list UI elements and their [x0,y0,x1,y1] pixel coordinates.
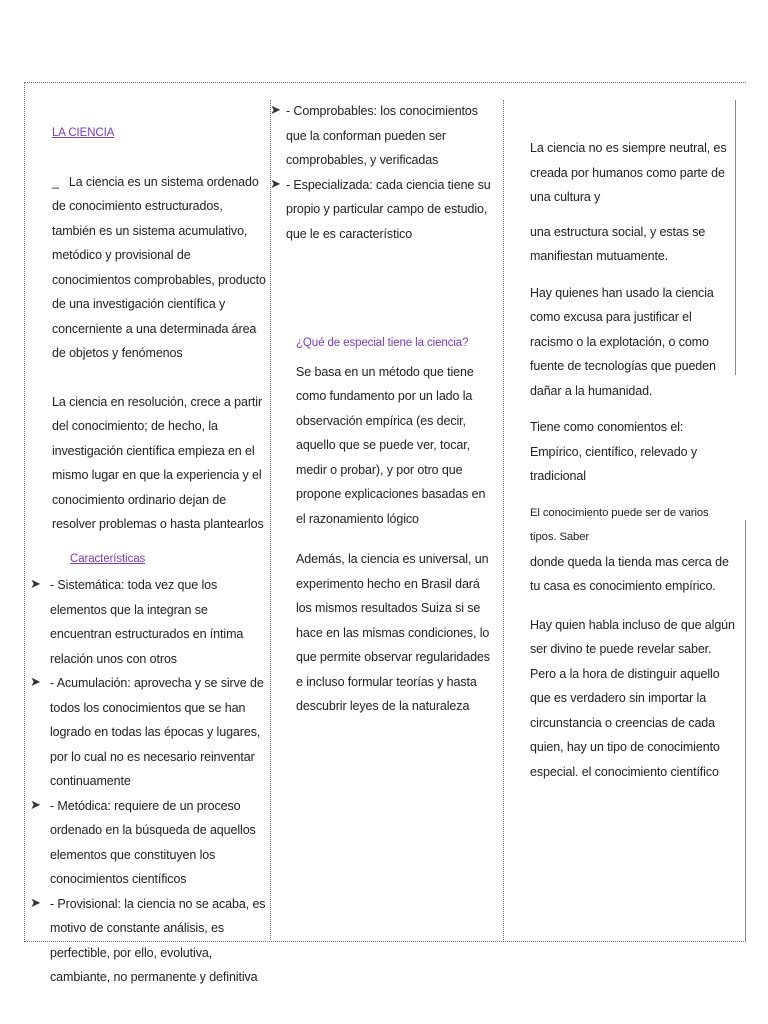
arrow-bullet-icon: ➤ [30,576,41,591]
neutral-paragraph-b: una estructura social, y estas se manifiestan mutuamente. [530,224,706,263]
intro-mark: _ [52,174,59,189]
list-item: ➤ - Sistemática: toda vez que los elementos que la integran se encuentran estructurados en íntima relación unos con otros [30,576,244,666]
section-title-la-ciencia[interactable]: LA CIENCIA [52,127,115,139]
empirical-paragraph-a: El conocimiento puede ser de varios tipos. Saber [530,506,709,543]
section-title-caracteristicas[interactable]: Características [70,552,146,565]
characteristics-list [22,573,268,990]
growth-paragraph: La ciencia en resolución, crece a partir del conocimiento; de hecho, la investigación científica empieza en el mismo lugar en que la experiencia y el conocimiento ordinario dejan de resolver problemas o hasta plantearlos [52,394,264,531]
revealed-paragraph: Hay quien habla incluso de que algún ser divino te puede revelar saber. Pero a la hora de distinguir aquello que es verdadero sin importar la circunstancia o creencias de cada quien, hay un tipo de conocimiento especial. el conocimiento científico [530,617,735,779]
page-edge-right-lower [745,520,746,942]
arrow-bullet-icon: ➤ [30,796,41,812]
column-right [530,136,736,784]
list-item: ➤ - Metódica: requiere de un proceso ordenado en la búsqueda de aquellos elementos que constituyen los conocimientos científicos [30,796,256,886]
arrow-bullet-icon: ➤ [270,102,281,117]
arrow-bullet-icon: ➤ [30,674,41,689]
list-item: ➤ - Acumulación: aprovecha y se sirve de todos los conocimientos que se han logrado en todas las épocas y lugares, por lo cual no es necesario reinventar continuamente [30,674,264,788]
section-title-que-de-especial: ¿Qué de especial tiene la ciencia? [296,337,469,349]
list-item: ➤ - Provisional: la ciencia no se acaba, es motivo de constante análisis, es perfectible, por ello, evolutiva, cambiante, no permanente y definitiva [30,894,266,984]
list-item: ➤ - Especializada: cada ciencia tiene su propio y particular campo de estudio, que le es característico [270,175,491,241]
list-item: ➤ - Comprobables: los conocimientos que la conforman pueden ser comprobables, y verificadas [270,102,478,167]
intro-paragraph: _ La ciencia es un sistema ordenado de conocimiento estructurados, también es un sistema acumulativo, metódico y provisional de conocimientos comprobables, producto de una investigación científica y concerniente a una determinada área de objetos y fenómenos [52,174,266,360]
fold-line-left [270,100,271,940]
fold-line-right [503,100,504,940]
universal-paragraph: Además, la ciencia es universal, un experimento hecho en Brasil dará los mismos resultados Suiza si se hace en las mismas condiciones, lo que permite observar regularidades e incluso formular teorías y hasta descubrir leyes de la naturaleza [296,552,490,713]
column-middle [272,99,494,719]
empirical-paragraph-b: donde queda la tienda mas cerca de tu casa es conocimiento empírico. [530,554,729,593]
characteristics-list-continued [272,99,494,246]
neutral-paragraph-a: La ciencia no es siempre neutral, es creada por humanos como parte de una cultura y [530,141,727,204]
knowledge-types-paragraph: Tiene como conomientos el: Empírico, científico, relevado y tradicional [530,420,698,483]
misuse-paragraph: Hay quienes han usado la ciencia como excusa para justificar el racismo o la explotación, o como fuente de tecnologías que pueden dañar a la humanidad. [530,285,716,398]
method-paragraph: Se basa en un método que tiene como fundamento por un lado la observación empírica (es decir, aquello que se puede ver, tocar, medir o probar), y por otro que propone explicaciones basadas en el razonamiento lógico [296,364,486,526]
arrow-bullet-icon: ➤ [30,894,41,910]
column-left [30,120,266,990]
arrow-bullet-icon: ➤ [270,175,281,191]
